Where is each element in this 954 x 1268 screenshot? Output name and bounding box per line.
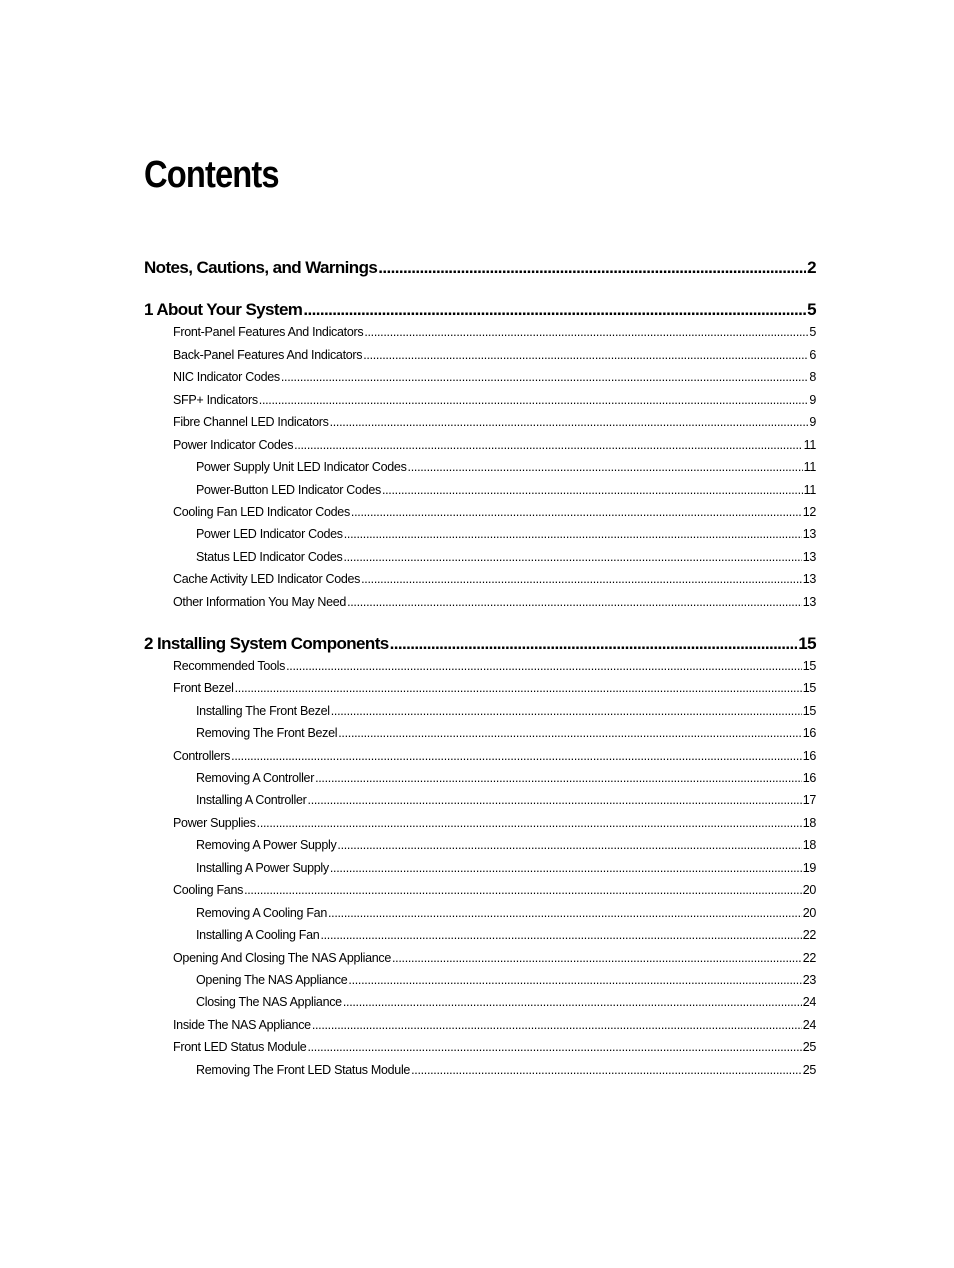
dot-leader xyxy=(392,950,802,966)
toc-entry[interactable] xyxy=(173,1017,816,1033)
toc-page-number: 16 xyxy=(802,771,816,785)
dot-leader xyxy=(382,482,803,498)
dot-leader xyxy=(338,725,801,741)
dot-leader xyxy=(361,571,802,587)
toc-entry-label: Front Bezel xyxy=(173,681,234,695)
toc-page-number: 15 xyxy=(798,634,816,653)
toc-page-number: 24 xyxy=(802,995,816,1009)
toc-page-number: 25 xyxy=(802,1063,816,1077)
toc-entry-label: Closing The NAS Appliance xyxy=(196,995,342,1009)
toc-entry-label: Installing A Cooling Fan xyxy=(196,928,320,942)
toc-entry[interactable] xyxy=(173,658,816,674)
dot-leader xyxy=(308,792,802,808)
dot-leader xyxy=(330,414,809,430)
toc-page-number: 17 xyxy=(802,793,816,807)
toc-page-number: 9 xyxy=(809,393,816,407)
toc-entry-label: Status LED Indicator Codes xyxy=(196,550,343,564)
dot-leader xyxy=(343,994,802,1010)
toc-entry[interactable] xyxy=(196,549,816,565)
toc-entry[interactable] xyxy=(196,972,816,988)
dot-leader xyxy=(408,459,803,475)
dot-leader xyxy=(390,634,798,654)
dot-leader xyxy=(411,1062,802,1078)
toc-chapter-entry[interactable] xyxy=(144,300,816,320)
toc-entry[interactable] xyxy=(173,571,816,587)
toc-entry[interactable] xyxy=(196,837,816,853)
toc-entry-label: Front-Panel Features And Indicators xyxy=(173,325,364,339)
dot-leader xyxy=(244,882,802,898)
dot-leader xyxy=(286,658,802,674)
toc-page-number: 15 xyxy=(802,681,816,695)
toc-entry-label: Inside The NAS Appliance xyxy=(173,1018,311,1032)
toc-entry[interactable] xyxy=(196,994,816,1010)
toc-entry[interactable] xyxy=(196,860,816,876)
toc-entry-label: Power LED Indicator Codes xyxy=(196,527,343,541)
toc-entry[interactable] xyxy=(196,770,816,786)
toc-entry[interactable] xyxy=(173,594,816,610)
toc-entry[interactable] xyxy=(173,1039,816,1055)
toc-entry[interactable] xyxy=(196,1062,816,1078)
toc-entry-label: Fibre Channel LED Indicators xyxy=(173,415,329,429)
toc-entry-label: Removing The Front Bezel xyxy=(196,726,338,740)
dot-leader xyxy=(363,347,808,363)
toc-page-number: 11 xyxy=(803,460,816,474)
toc-entry[interactable] xyxy=(173,392,816,408)
toc-page-number: 5 xyxy=(809,325,816,339)
dot-leader xyxy=(337,837,801,853)
toc-page-number: 5 xyxy=(807,300,816,319)
dot-leader xyxy=(281,369,808,385)
toc-page-number: 24 xyxy=(802,1018,816,1032)
toc-entry-label: Removing A Cooling Fan xyxy=(196,906,327,920)
toc-entry[interactable] xyxy=(173,504,816,520)
toc-entry-label: Notes, Cautions, and Warnings xyxy=(144,258,378,277)
toc-entry[interactable] xyxy=(173,324,816,340)
toc-entry-label: Power Supply Unit LED Indicator Codes xyxy=(196,460,407,474)
dot-leader xyxy=(330,860,802,876)
dot-leader xyxy=(331,703,802,719)
page-title: Contents xyxy=(144,154,279,196)
dot-leader xyxy=(312,1017,802,1033)
toc-entry-label: Installing The Front Bezel xyxy=(196,704,330,718)
toc-entry[interactable] xyxy=(196,482,816,498)
dot-leader xyxy=(347,594,802,610)
toc-entry-label: Power Indicator Codes xyxy=(173,438,294,452)
toc-page-number: 13 xyxy=(802,595,816,609)
toc-page-number: 11 xyxy=(803,483,816,497)
dot-leader xyxy=(257,815,802,831)
dot-leader xyxy=(294,437,802,453)
toc-entry[interactable] xyxy=(173,882,816,898)
toc-entry-label: Cache Activity LED Indicator Codes xyxy=(173,572,361,586)
toc-page-number: 15 xyxy=(802,704,816,718)
toc-page-number: 16 xyxy=(802,726,816,740)
toc-entry[interactable] xyxy=(173,748,816,764)
toc-entry-label: Front LED Status Module xyxy=(173,1040,307,1054)
toc-entry[interactable] xyxy=(196,792,816,808)
toc-page-number: 20 xyxy=(802,906,816,920)
dot-leader xyxy=(315,770,802,786)
toc-entry-label: Installing A Power Supply xyxy=(196,861,329,875)
toc-page-number: 22 xyxy=(802,951,816,965)
toc-page-number: 18 xyxy=(802,816,816,830)
toc-entry[interactable] xyxy=(173,414,816,430)
toc-entry-label: Opening The NAS Appliance xyxy=(196,973,348,987)
toc-entry[interactable] xyxy=(196,725,816,741)
toc-page-number: 11 xyxy=(803,438,816,452)
toc-page-number: 25 xyxy=(802,1040,816,1054)
toc-entry[interactable] xyxy=(173,437,816,453)
toc-page-number: 13 xyxy=(802,572,816,586)
toc-entry-label: Back-Panel Features And Indicators xyxy=(173,348,363,362)
toc-chapter-entry[interactable] xyxy=(144,258,816,278)
toc-entry-label: NIC Indicator Codes xyxy=(173,370,280,384)
toc-page-number: 18 xyxy=(802,838,816,852)
toc-entry[interactable] xyxy=(196,905,816,921)
toc-page-number: 13 xyxy=(802,550,816,564)
toc-entry[interactable] xyxy=(173,369,816,385)
toc-page-number: 20 xyxy=(802,883,816,897)
toc-entry-label: Cooling Fan LED Indicator Codes xyxy=(173,505,350,519)
toc-entry-label: Other Information You May Need xyxy=(173,595,347,609)
toc-page-number: 6 xyxy=(809,348,816,362)
toc-entry-label: SFP+ Indicators xyxy=(173,393,258,407)
toc-entry-label: Installing A Controller xyxy=(196,793,307,807)
toc-chapter-entry[interactable] xyxy=(144,634,816,654)
dot-leader xyxy=(231,748,802,764)
dot-leader xyxy=(343,549,801,565)
dot-leader xyxy=(320,927,801,943)
dot-leader xyxy=(307,1039,801,1055)
toc-entry-label: Controllers xyxy=(173,749,231,763)
toc-entry-label: Removing A Controller xyxy=(196,771,315,785)
dot-leader xyxy=(348,972,801,988)
toc-entry[interactable] xyxy=(173,950,816,966)
toc-entry-label: Removing A Power Supply xyxy=(196,838,337,852)
toc-entry-label: Recommended Tools xyxy=(173,659,286,673)
dot-leader xyxy=(364,324,808,340)
toc-page-number: 22 xyxy=(802,928,816,942)
dot-leader xyxy=(351,504,802,520)
toc-page-number: 9 xyxy=(809,415,816,429)
toc-page-number: 2 xyxy=(807,258,816,277)
toc-page-number: 13 xyxy=(802,527,816,541)
toc-entry-label: Power Supplies xyxy=(173,816,256,830)
toc-entry-label: Cooling Fans xyxy=(173,883,244,897)
dot-leader xyxy=(378,258,806,278)
toc-page-number: 8 xyxy=(809,370,816,384)
toc-entry-label: 2 Installing System Components xyxy=(144,634,389,653)
toc-entry[interactable] xyxy=(173,347,816,363)
dot-leader xyxy=(344,526,802,542)
toc-entry[interactable] xyxy=(196,526,816,542)
dot-leader xyxy=(328,905,802,921)
toc-entry-label: Opening And Closing The NAS Appliance xyxy=(173,951,391,965)
toc-page-number: 12 xyxy=(802,505,816,519)
dot-leader xyxy=(259,392,809,408)
toc-entry-label: Removing The Front LED Status Module xyxy=(196,1063,411,1077)
toc-entry-label: Power-Button LED Indicator Codes xyxy=(196,483,381,497)
toc-entry[interactable] xyxy=(196,703,816,719)
toc-page-number: 15 xyxy=(802,659,816,673)
toc-entry[interactable] xyxy=(196,459,816,475)
toc-entry[interactable] xyxy=(196,927,816,943)
toc-entry-label: 1 About Your System xyxy=(144,300,303,319)
toc-page-number: 16 xyxy=(802,749,816,763)
toc-entry[interactable] xyxy=(173,815,816,831)
dot-leader xyxy=(235,680,802,696)
toc-page-number: 19 xyxy=(802,861,816,875)
toc-entry[interactable] xyxy=(173,680,816,696)
dot-leader xyxy=(303,300,806,320)
toc-page-number: 23 xyxy=(802,973,816,987)
